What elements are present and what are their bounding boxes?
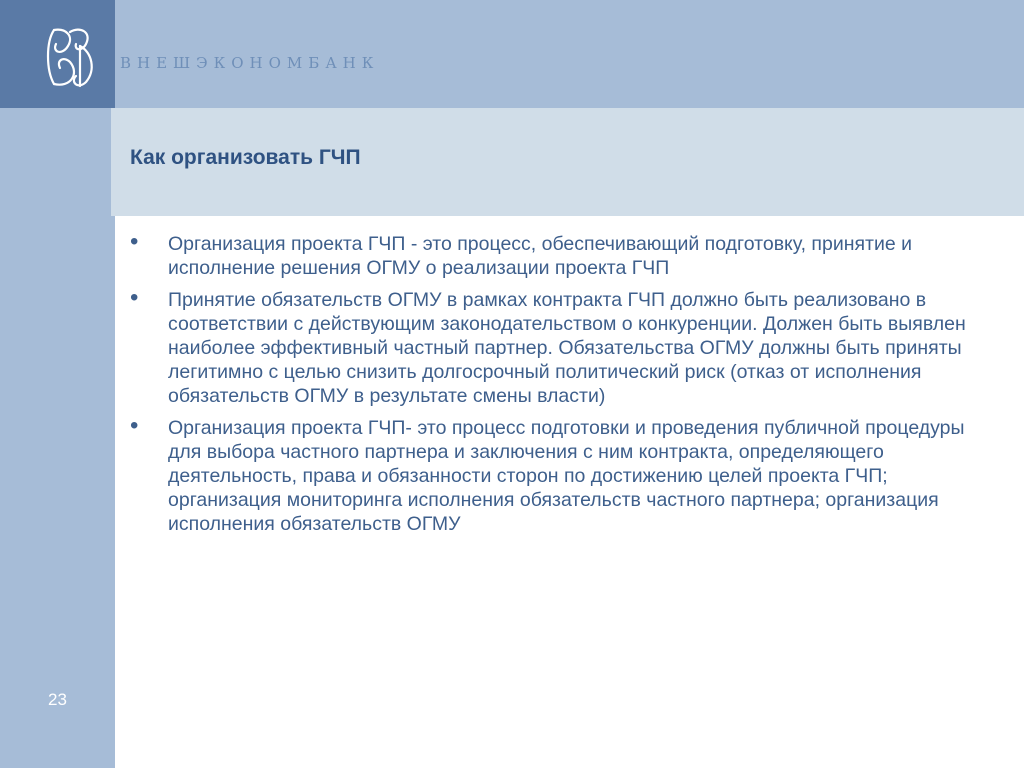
page-number: 23 bbox=[48, 690, 67, 709]
bullet-text: Организация проекта ГЧП - это процесс, обеспечивающий подготовку, принятие и исполнение решения ОГМУ о реализации проекта ГЧП bbox=[168, 233, 913, 279]
left-strip bbox=[0, 108, 115, 768]
bank-logo-icon bbox=[40, 22, 106, 92]
bullet-text: Организация проекта ГЧП- это процесс подготовки и проведения публичной процедуры для выбора частного партнера и заключения с ним контракта, определяющего деятельность, права и обязанности сторон по достижению целей проекта ГЧП; организация мониторинга исполнения обязательств частного партнера; организация исполнения обязательств ОГМУ bbox=[168, 417, 965, 535]
bullet-item bbox=[130, 412, 990, 536]
slide-title: Как организовать ГЧП bbox=[130, 146, 361, 169]
bullet-dot-icon: • bbox=[130, 412, 139, 439]
bullet-dot-icon: • bbox=[130, 284, 139, 311]
bank-name: ВНЕШЭКОНОМБАНК bbox=[120, 54, 380, 72]
bullet-item bbox=[130, 284, 990, 408]
bullet-list bbox=[130, 228, 990, 544]
bullet-text: Принятие обязательств ОГМУ в рамках контракта ГЧП должно быть реализовано в соответствии с действующим законодательством о конкуренции. Должен быть выявлен наиболее эффективный частный партнер. Обязательства ОГМУ должны быть приняты легитимно с целью снизить долгосрочный политический риск (отказ от исполнения обязательств ОГМУ в результате смены власти) bbox=[168, 289, 966, 407]
bullet-dot-icon: • bbox=[130, 228, 139, 255]
bullet-item bbox=[130, 228, 990, 280]
logo-block bbox=[0, 0, 115, 108]
